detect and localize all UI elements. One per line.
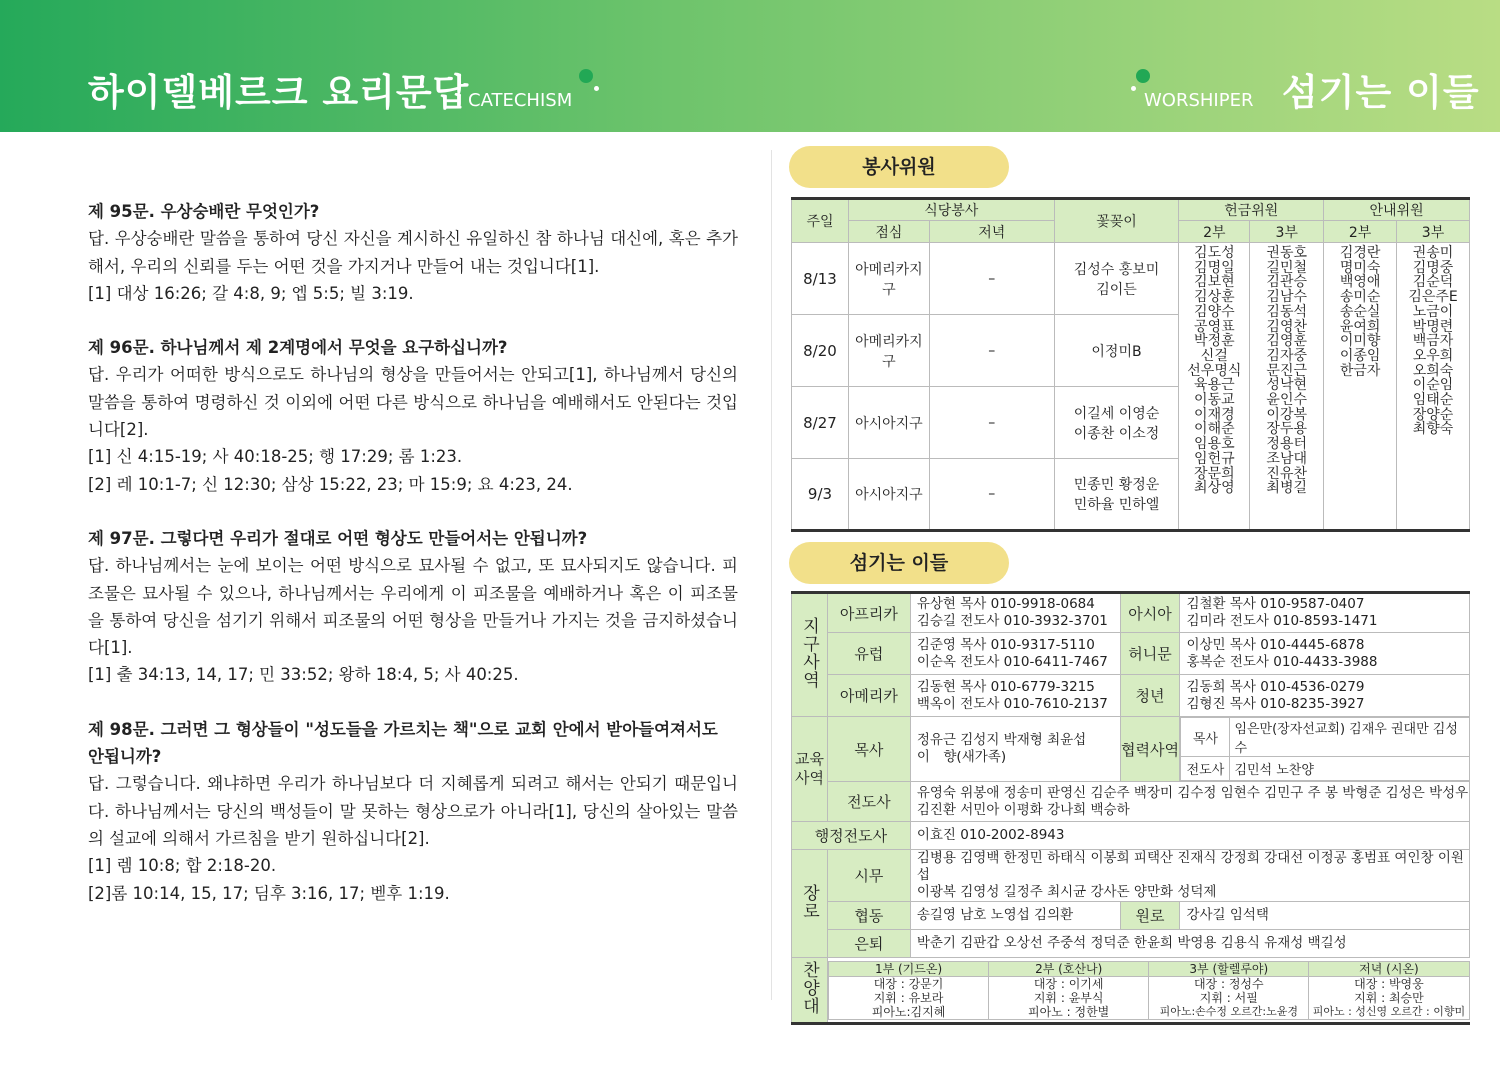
- member-name: 장문희: [1194, 465, 1235, 482]
- member-name: 박명련: [1412, 318, 1454, 335]
- duty-table: [791, 197, 1470, 532]
- edu-pastor-label: 목사: [827, 717, 910, 782]
- member-name: 김보현: [1194, 274, 1235, 291]
- member-name: 김경란: [1339, 245, 1381, 261]
- catechism-question-95: [88, 198, 738, 307]
- person-line: 김동희 목사 010-4536-0279: [1186, 678, 1365, 695]
- coop-pastors: 임은만(장자선교회) 김재우 권대만 김성수: [1230, 718, 1469, 757]
- choir-accomp: 피아노 : 성신영 오르간 : 이향미: [1312, 1004, 1466, 1018]
- duty-dinner: –: [929, 243, 1054, 315]
- elder-assoc: 송길영 남호 노영섭 김의환: [910, 902, 1120, 930]
- reference: [1] 신 4:15-19; 사 40:18-25; 행 17:29; 롬 1:23.: [88, 447, 463, 467]
- district-people: [910, 633, 1120, 675]
- district-people: [910, 675, 1120, 717]
- district-people: [1180, 675, 1470, 717]
- choir-members: [1149, 976, 1309, 1019]
- member-name: 김자중: [1266, 347, 1307, 364]
- header-usher: 안내위원: [1324, 199, 1470, 221]
- dot-decoration-icon: [579, 69, 593, 83]
- choir-label-text: 찬양대: [798, 961, 819, 1015]
- flower-line: 이종찬 이소정: [1073, 425, 1160, 442]
- choir-name: 2부 (호산나): [989, 961, 1149, 976]
- edu-label: [792, 717, 828, 822]
- worshiper-subtitle: WORSHIPER: [1144, 90, 1254, 111]
- choir-name: 3부 (할렐루야): [1149, 961, 1309, 976]
- member-name: 성낙현: [1266, 377, 1307, 394]
- header-dinner: 저녁: [929, 221, 1054, 243]
- person-line: 김병용 김영백 한정민 하태식 이봉희 피택산 진재식 강정희 강대선 이정공 홍범표 여인창 이원섭: [916, 850, 1464, 883]
- choir-accomp: 피아노:손수정 오르간:노윤경: [1159, 1004, 1298, 1018]
- choir-leader: 대장 : 박영웅: [1354, 976, 1424, 991]
- member-name: 김영찬: [1266, 318, 1307, 335]
- reference: [2] 레 10:1-7; 신 12:30; 삼상 15:22, 23; 마 15:9; 요 4:23, 24.: [88, 474, 573, 494]
- catechism-section: [88, 198, 738, 934]
- edu-pastors: [910, 717, 1120, 782]
- member-name: 오희숙: [1412, 362, 1454, 379]
- duty-section-title: 봉사위원: [789, 146, 1009, 188]
- elder-label: [792, 850, 828, 958]
- elder-label-text: 장로: [798, 883, 819, 920]
- header-offering-2: 2부: [1179, 221, 1250, 243]
- reference: [1] 렘 10:8; 합 2:18-20.: [88, 856, 277, 876]
- member-name: 김도성: [1194, 245, 1235, 261]
- coop-evang-label: 전도사: [1181, 757, 1230, 781]
- person-line: 김철환 목사 010-9587-0407: [1186, 596, 1365, 612]
- person-line: 이순옥 전도사 010-6411-7467: [916, 653, 1108, 670]
- coop-label: 협력사역: [1120, 717, 1180, 782]
- person-line: 김미라 전도사 010-8593-1471: [1186, 613, 1378, 629]
- header-offering-3: 3부: [1250, 221, 1324, 243]
- duty-flower: [1054, 315, 1179, 387]
- member-name: 이미향: [1339, 333, 1381, 350]
- edu-evang-label: 전도사: [827, 782, 910, 822]
- dot-decoration-icon: [1136, 69, 1150, 83]
- choir-leader: 대장 : 강문기: [873, 976, 944, 991]
- member-name: 문진근: [1266, 362, 1307, 379]
- reference: [1] 대상 16:26; 갈 4:8, 9; 엡 5:5; 빌 3:19.: [88, 283, 414, 303]
- district-people: [1180, 633, 1470, 675]
- duty-day: 8/13: [792, 243, 849, 315]
- person-line: 김형진 목사 010-8235-3927: [1186, 695, 1365, 712]
- header-day: 주일: [792, 199, 849, 243]
- staff-table: [791, 591, 1470, 1025]
- district-people: [1180, 593, 1470, 633]
- question-title: 제 96문. 하나님께서 제 2계명에서 무엇을 요구하십니까?: [88, 338, 508, 358]
- district-people: [910, 593, 1120, 633]
- reference: [1] 출 34:13, 14, 17; 민 33:52; 왕하 18:4, 5; 사 40:25.: [88, 665, 519, 685]
- choir-name: 1부 (기드온): [828, 961, 988, 976]
- catechism-question-97: [88, 525, 738, 689]
- usher-3-list: [1397, 243, 1470, 531]
- member-name: 육용근: [1194, 377, 1235, 394]
- member-name: 이재경: [1194, 406, 1235, 423]
- person-line: 김승길 전도사 010-3932-3701: [916, 613, 1108, 629]
- member-name: 김순덕: [1412, 274, 1454, 291]
- district-name: 허니문: [1120, 633, 1180, 675]
- choir-members: [1309, 976, 1469, 1019]
- person-line: 유상현 목사 010-9918-0684: [916, 596, 1095, 612]
- person-line: 김동현 목사 010-6779-3215: [916, 678, 1095, 695]
- choir-members: [989, 976, 1149, 1019]
- person-line: 이광복 김영성 길정주 최시균 강사돈 양만화 성덕제: [916, 884, 1217, 900]
- offering-3-list: [1250, 243, 1324, 531]
- header-usher-2: 2부: [1324, 221, 1397, 243]
- page-divider: [771, 150, 772, 1000]
- member-name: 김동석: [1266, 303, 1307, 320]
- district-name: 청년: [1120, 675, 1180, 717]
- worshiper-title: 섬기는 이들: [1282, 71, 1480, 114]
- flower-line: 김이든: [1096, 281, 1137, 298]
- member-name: 이순임: [1412, 377, 1454, 394]
- choir-cell: [827, 958, 1469, 1024]
- choir-conductor: 지휘 : 유보라: [873, 990, 944, 1005]
- member-name: 백영애: [1339, 274, 1381, 291]
- member-name: 이종임: [1339, 347, 1381, 364]
- member-name: 장양순: [1412, 406, 1454, 423]
- answer-text: 답. 우리가 어떠한 방식으로도 하나님의 형상을 만들어서는 안되고[1], 하나님께서 당신의 말씀을 통하여 명령하신 것 이외에 어떤 다른 방식으로 하나님을 예배해서도 안된다는 것입니다[2].: [88, 365, 738, 440]
- edu-label-text: 교육사역: [794, 750, 824, 787]
- flower-line: 민종민 황정운: [1073, 477, 1160, 493]
- duty-flower: [1054, 243, 1179, 315]
- question-title: 제 98문. 그러면 그 형상들이 "성도들을 가르치는 책"으로 교회 안에서 받아들여져서도 안됩니까?: [88, 719, 718, 767]
- choir-name: 저녁 (시온): [1309, 961, 1469, 976]
- emeritus-label: 원로: [1120, 902, 1180, 930]
- person-line: 홍복순 전도사 010-4433-3988: [1186, 653, 1378, 670]
- flower-line: 민하율 민하엘: [1073, 497, 1160, 513]
- member-name: 이강복: [1266, 406, 1307, 423]
- district-name: 유럽: [827, 633, 910, 675]
- offering-2-list: [1179, 243, 1250, 531]
- header-lunch: 점심: [848, 221, 929, 243]
- coop-pastor-label: 목사: [1181, 718, 1230, 757]
- flower-line: 이길세 이영순: [1073, 405, 1160, 422]
- member-name: 김명중: [1412, 259, 1454, 276]
- answer-text: 답. 우상숭배란 말씀을 통하여 당신 자신을 계시하신 유일하신 참 하나님 대신에, 혹은 추가해서, 우리의 신뢰를 두는 어떤 것을 가지거나 만들어 내는 것입니다[1].: [88, 229, 738, 276]
- member-name: 송미순: [1339, 289, 1381, 306]
- duty-flower: [1054, 387, 1179, 459]
- elder-active: [910, 850, 1469, 902]
- duty-day: 9/3: [792, 459, 849, 531]
- catechism-question-96: [88, 334, 738, 498]
- member-name: 이해준: [1194, 421, 1235, 438]
- answer-text: 답. 하나님께서는 눈에 보이는 어떤 방식으로 묘사될 수 없고, 또 묘사되지도 않습니다. 피조물은 묘사될 수 있으나, 하나님께서는 우리에게 이 피조물을 예배하거나 혹은 이 피조물을 통하여 당신을 섬기기 위해서 피조물의 어떤 형상을 만들거나 가지는 것을 금지하셨습니다[1].: [88, 556, 738, 658]
- member-name: 김명일: [1194, 259, 1235, 276]
- edu-evang: [910, 782, 1469, 822]
- person-line: 김준영 목사 010-9317-5110: [916, 636, 1095, 653]
- catechism-title: 하이델베르크 요리문답: [88, 71, 470, 114]
- duty-lunch: 아메리카지구: [848, 243, 929, 315]
- staff-section-title: 섬기는 이들: [789, 542, 1009, 584]
- person-line: 유영숙 위봉애 정송미 판영신 김순주 백장미 김수정 임현수 김민구 주 봉 박형준 김성은 박성우: [916, 784, 1469, 801]
- duty-dinner: –: [929, 315, 1054, 387]
- member-name: 최향숙: [1412, 421, 1454, 438]
- choir-accomp: 피아노:김지혜: [871, 1004, 946, 1019]
- member-name: 김관승: [1266, 274, 1307, 291]
- choir-leader: 대장 : 정성수: [1193, 976, 1264, 991]
- person-line: 이상민 목사 010-4445-6878: [1186, 636, 1365, 653]
- header-banner: [0, 0, 1500, 132]
- member-name: 명미숙: [1339, 259, 1381, 276]
- member-name: 선우명식: [1187, 362, 1242, 379]
- coop-cell: [1180, 717, 1470, 782]
- header-flower: 꽃꽂이: [1054, 199, 1179, 243]
- header-usher-3: 3부: [1397, 221, 1470, 243]
- district-label-text: 지구사역: [798, 617, 819, 689]
- question-title: 제 95문. 우상숭배란 무엇인가?: [88, 202, 320, 221]
- member-name: 길민철: [1266, 259, 1307, 276]
- member-name: 윤여희: [1339, 318, 1381, 335]
- choir-conductor: 지휘 : 서필: [1199, 990, 1258, 1005]
- member-name: 권동호: [1266, 245, 1307, 261]
- member-name: 김영훈: [1266, 333, 1307, 350]
- district-name: 아시아: [1120, 593, 1180, 633]
- elder-assoc-label: 협동: [827, 902, 910, 930]
- member-name: 박정훈: [1194, 333, 1235, 350]
- district-name: 아메리카: [827, 675, 910, 717]
- member-name: 김양수: [1194, 303, 1235, 320]
- admin-person: 이효진 010-2002-8943: [910, 822, 1469, 850]
- choir-accomp: 피아노 : 정한별: [1028, 1004, 1110, 1019]
- member-name: 장두용: [1266, 421, 1307, 438]
- member-name: 송순실: [1339, 303, 1381, 320]
- member-name: 최병길: [1266, 480, 1307, 497]
- choir-leader: 대장 : 이기세: [1033, 976, 1104, 991]
- answer-text: 답. 그렇습니다. 왜냐하면 우리가 하나님보다 더 지혜롭게 되려고 해서는 안되기 때문입니다. 하나님께서는 당신의 백성들이 말 못하는 형상으로가 아니라[1], 당신의 살아있는 말씀의 설교에 의해서 가르침을 받기 원하십니다[2].: [88, 774, 738, 848]
- member-name: 노금이: [1412, 303, 1454, 320]
- elder-active-label: 시무: [827, 850, 910, 902]
- member-name: 임태순: [1412, 392, 1454, 409]
- question-title: 제 97문. 그렇다면 우리가 절대로 어떤 형상도 만들어서는 안됩니까?: [88, 528, 588, 548]
- district-label: [792, 593, 828, 717]
- member-name: 조남대: [1266, 450, 1307, 467]
- duty-dinner: –: [929, 459, 1054, 531]
- catechism-subtitle: CATECHISM: [468, 90, 573, 111]
- dot-decoration-icon: [1131, 86, 1136, 91]
- member-name: 오우희: [1412, 347, 1454, 364]
- emeritus: 강사길 임석택: [1180, 902, 1470, 930]
- dot-decoration-icon: [594, 86, 599, 91]
- choir-table: [828, 961, 1470, 1020]
- duty-flower: [1054, 459, 1179, 531]
- flower-line: 김성수 홍보미: [1073, 261, 1160, 278]
- member-name: 윤인수: [1266, 392, 1307, 409]
- district-name: 아프리카: [827, 593, 910, 633]
- choir-label: [792, 958, 828, 1024]
- usher-2-list: [1324, 243, 1397, 531]
- member-name: 진유찬: [1266, 465, 1307, 482]
- duty-day: 8/20: [792, 315, 849, 387]
- elder-retired-label: 은퇴: [827, 930, 910, 958]
- member-name: 임용호: [1194, 436, 1235, 453]
- member-name: 권송미: [1412, 245, 1454, 261]
- member-name: 정용터: [1266, 436, 1307, 453]
- choir-conductor: 지휘 : 최승만: [1354, 990, 1424, 1005]
- member-name: 김남수: [1266, 289, 1307, 306]
- duty-dinner: –: [929, 387, 1054, 459]
- person-line: 김진환 서민아 이평화 강나희 백승하: [916, 801, 1130, 818]
- coop-table: [1180, 717, 1469, 781]
- person-line: 이 향(새가족): [916, 749, 1007, 765]
- admin-label: 행정전도사: [792, 822, 911, 850]
- flower-line: 이정미B: [1091, 343, 1142, 360]
- reference: [2]롬 10:14, 15, 17; 딤후 3:16, 17; 벧후 1:19.: [88, 883, 450, 903]
- catechism-question-98: [88, 716, 738, 907]
- duty-lunch: 아시아지구: [848, 459, 929, 531]
- coop-evang: 김민석 노찬양: [1230, 757, 1469, 781]
- member-name: 최상영: [1194, 480, 1235, 497]
- person-line: 정유근 김성지 박재형 최윤섭: [916, 732, 1087, 748]
- member-name: 김상훈: [1194, 289, 1235, 306]
- member-name: 신걸: [1200, 347, 1228, 364]
- choir-members: [828, 976, 988, 1019]
- member-name: 이동교: [1194, 392, 1235, 409]
- member-name: 공영표: [1194, 318, 1235, 335]
- choir-conductor: 지휘 : 윤부식: [1033, 990, 1104, 1005]
- member-name: 한금자: [1339, 362, 1381, 379]
- member-name: 백금자: [1412, 333, 1454, 350]
- member-name: 김은주E: [1408, 289, 1458, 306]
- header-offering: 헌금위원: [1179, 199, 1324, 221]
- duty-lunch: 아시아지구: [848, 387, 929, 459]
- elder-retired: 박춘기 김판갑 오상선 주중석 정덕준 한윤희 박영용 김용식 유재성 백길성: [910, 930, 1469, 958]
- duty-lunch: 아메리카지구: [848, 315, 929, 387]
- header-meal: 식당봉사: [848, 199, 1054, 221]
- duty-day: 8/27: [792, 387, 849, 459]
- person-line: 백옥이 전도사 010-7610-2137: [916, 695, 1108, 712]
- member-name: 임헌규: [1194, 450, 1235, 467]
